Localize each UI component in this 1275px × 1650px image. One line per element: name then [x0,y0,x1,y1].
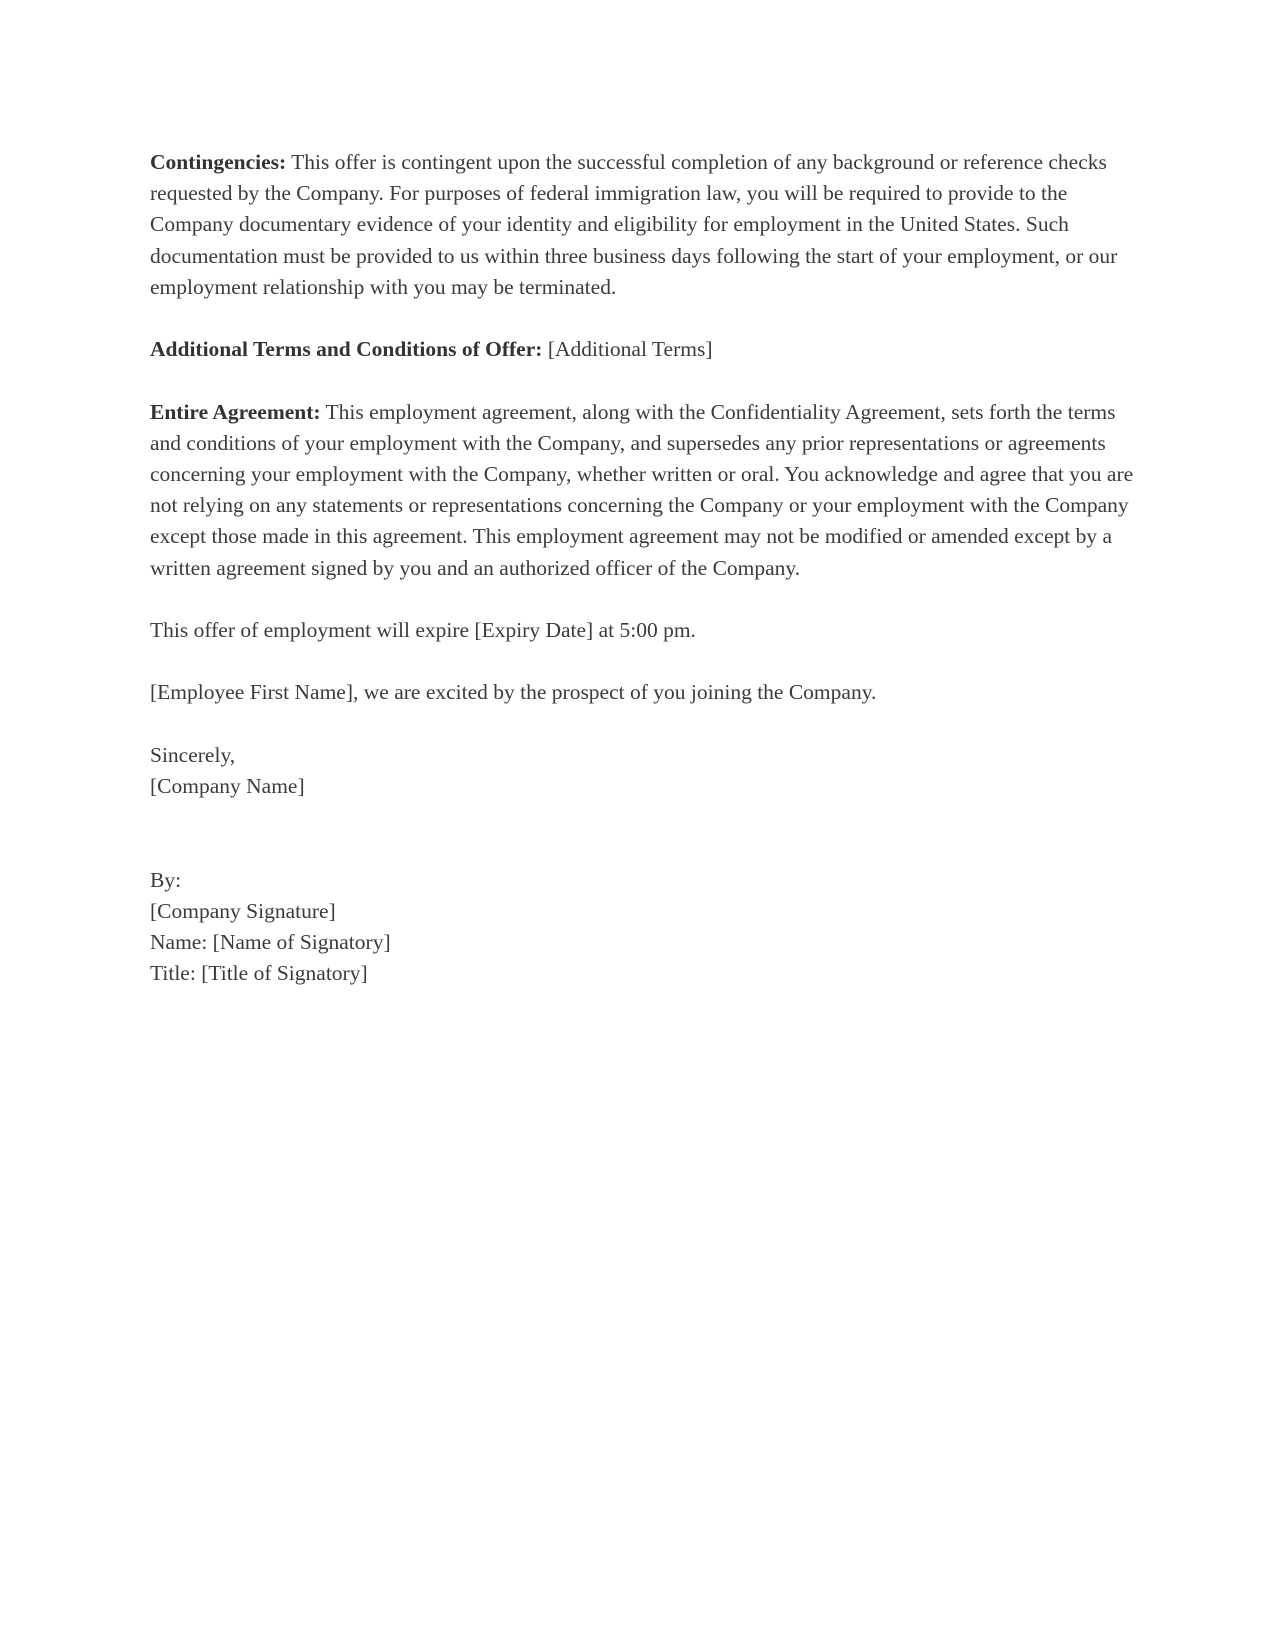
signatory-name-line: Name: [Name of Signatory] [150,929,391,954]
by-line: By: [150,867,182,892]
company-signature-line: [Company Signature] [150,898,336,923]
contingencies-paragraph [150,147,1135,303]
document-body [150,147,1135,1021]
entire-agreement-paragraph [150,397,1135,584]
entire-agreement-text: This employment agreement, along with the Confidentiality Agreement, sets forth the terms and conditions of your employment with the Company, and supersedes any prior representations or agreements concerning your employment with the Company, whether written or oral. You acknowledge and agree that you are not relying on any statements or representations concerning the Company or your employment with the Company except those made in this agreement. This employment agreement may not be modified or amended except by a written agreement signed by you and an authorized officer of the Company. [150,399,1134,580]
signature-block [150,865,1135,990]
signatory-title-line: Title: [Title of Signatory] [150,961,368,986]
contingencies-heading: Contingencies: [150,150,287,174]
company-name-line: [Company Name] [150,773,305,798]
additional-terms-heading: Additional Terms and Conditions of Offer: [150,337,543,362]
additional-terms-text: [Additional Terms] [542,337,713,362]
contingencies-text: This offer is contingent upon the successful completion of any background or reference checks requested by the Company. For purposes of federal immigration law, you will be required to provide to the Company documentary evidence of your identity and eligibility for employment in the United States. Such documentation must be provided to us within three business days following the start of your employment, or our employment relationship with you may be terminated. [150,150,1118,299]
expiry-paragraph: This offer of employment will expire [Expiry Date] at 5:00 pm. [150,618,696,642]
entire-agreement-heading: Entire Agreement: [150,399,321,424]
excited-paragraph: [Employee First Name], we are excited by the prospect of you joining the Company. [150,680,877,705]
additional-terms-paragraph [150,334,1135,365]
sincerely-line: Sincerely, [150,742,236,767]
closing-block [150,740,1135,802]
